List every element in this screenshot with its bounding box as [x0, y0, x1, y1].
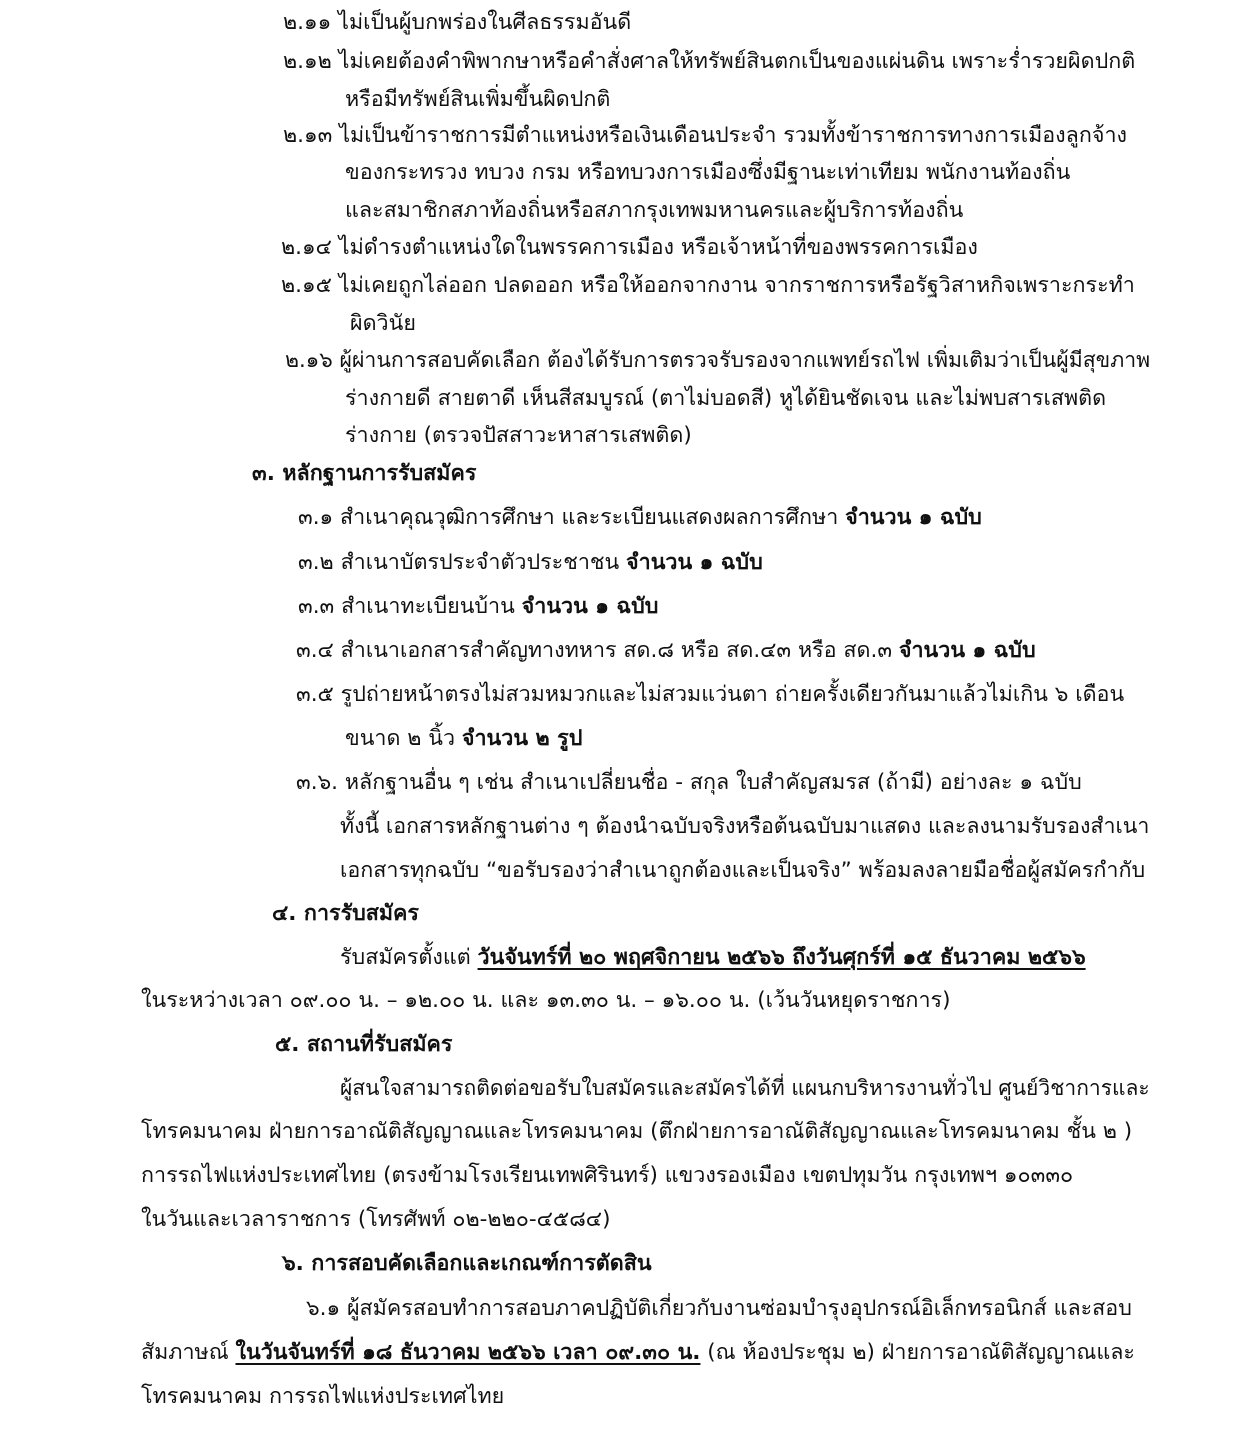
item-3-2-text: สำเนาบัตรประจำตัวประชาชน [340, 550, 620, 575]
item-2-15-line1: ไม่เคยถูกไล่ออก ปลดออก หรือให้ออกจากงาน จากราชการหรือรัฐวิสาหกิจเพราะกระทำ [338, 273, 1135, 298]
section-5-line1: ผู้สนใจสามารถติดต่อขอรับใบสมัครและสมัครได้ที่ แผนกบริหารงานทั่วไป ศูนย์วิชาการและ [340, 1075, 1150, 1100]
item-3-5-quantity: จำนวน ๒ รูป [461, 726, 583, 751]
section-6-exam-date: ในวันจันทร์ที่ ๑๘ ธันวาคม ๒๕๖๖ เวลา ๐๙.๓๐ น. [235, 1340, 701, 1365]
section-5-line3: การรถไฟแห่งประเทศไทย (ตรงข้ามโรงเรียนเทพศิรินทร์) แขวงรองเมือง เขตปทุมวัน กรุงเทพฯ ๑๐๓๓๐ [141, 1163, 1074, 1188]
item-3-5-line2: ขนาด ๒ นิ้ว [345, 726, 456, 751]
item-3-6-number: ๓.๖. [296, 770, 339, 795]
item-3-3-quantity: จำนวน ๑ ฉบับ [521, 594, 659, 619]
item-2-14-text: ไม่ดำรงตำแหน่งใดในพรรคการเมือง หรือเจ้าหน้าที่ของพรรคการเมือง [338, 235, 978, 260]
section-5-line4: ในวันและเวลาราชการ (โทรศัพท์ ๐๒-๒๒๐-๔๕๘๔) [141, 1207, 611, 1232]
section-4-heading: ๔. การรับสมัคร [272, 901, 419, 926]
item-2-16-line1: ผู้ผ่านการสอบคัดเลือก ต้องได้รับการตรวจรับรองจากแพทย์รถไฟ เพิ่มเติมว่าเป็นผู้มีสุขภาพ [339, 348, 1151, 373]
item-2-11-text: ไม่เป็นผู้บกพร่องในศีลธรรมอันดี [338, 10, 632, 35]
item-2-15-line2: ผิดวินัย [350, 311, 416, 336]
item-2-13-line2: ของกระทรวง ทบวง กรม หรือทบวงการเมืองซึ่งมีฐานะเท่าเทียม พนักงานท้องถิ่น [345, 160, 1071, 185]
item-2-16 [285, 346, 1150, 376]
section-3-note-line2: เอกสารทุกฉบับ “ขอรับรองว่าสำเนาถูกต้องและเป็นจริง” พร้อมลงลายมือชื่อผู้สมัครกำกับ [340, 858, 1146, 883]
section-3-heading: ๓. หลักฐานการรับสมัคร [252, 461, 477, 486]
item-3-1-text: สำเนาคุณวุฒิการศึกษา และระเบียนแสดงผลการศึกษา [340, 505, 839, 530]
item-3-2-number: ๓.๒ [298, 550, 334, 575]
item-3-3 [298, 592, 658, 622]
item-2-16-line2: ร่างกายดี สายตาดี เห็นสีสมบูรณ์ (ตาไม่บอดสี) หูได้ยินชัดเจน และไม่พบสารเสพติด [345, 386, 1107, 411]
item-3-4-text: สำเนาเอกสารสำคัญทางทหาร สด.๘ หรือ สด.๔๓ หรือ สด.๓ [340, 638, 899, 663]
section-5-line2: โทรคมนาคม ฝ่ายการอาณัติสัญญาณและโทรคมนาคม (ตึกฝ่ายการอาณัติสัญญาณและโทรคมนาคม ชั้น ๒ ) [141, 1119, 1133, 1144]
item-2-15 [281, 271, 1135, 301]
item-2-12-number: ๒.๑๒ [283, 49, 332, 74]
section-4-period [340, 943, 1086, 973]
item-3-6-text: หลักฐานอื่น ๆ เช่น สำเนาเปลี่ยนชื่อ - สกุล ใบสำคัญสมรส (ถ้ามี) อย่างละ ๑ ฉบับ [344, 770, 1082, 795]
item-3-5-number: ๓.๕ [296, 682, 334, 707]
item-3-3-text: สำเนาทะเบียนบ้าน [341, 594, 515, 619]
item-3-5-line1: รูปถ่ายหน้าตรงไม่สวมหมวกและไม่สวมแว่นตา ถ่ายครั้งเดียวกันมาแล้วไม่เกิน ๖ เดือน [340, 682, 1125, 707]
item-3-5-cont [345, 724, 582, 754]
item-2-15-number: ๒.๑๕ [281, 273, 332, 298]
item-3-2-quantity: จำนวน ๑ ฉบับ [626, 550, 763, 575]
item-2-11-number: ๒.๑๑ [283, 10, 332, 35]
section-5-heading: ๕. สถานที่รับสมัคร [275, 1032, 453, 1057]
item-2-12-line1: ไม่เคยต้องคำพิพากษาหรือคำสั่งศาลให้ทรัพย์สินตกเป็นของแผ่นดิน เพราะร่ำรวยผิดปกติ [338, 49, 1136, 74]
section-4-intro: รับสมัครตั้งแต่ [340, 945, 478, 970]
item-2-14-number: ๒.๑๔ [281, 235, 332, 260]
item-2-13 [283, 121, 1127, 151]
item-3-4 [296, 636, 1036, 666]
section-4-time: ในระหว่างเวลา ๐๙.๐๐ น. – ๑๒.๐๐ น. และ ๑๓.๓๐ น. – ๑๖.๐๐ น. (เว้นวันหยุดราชการ) [141, 988, 951, 1013]
section-6-line2-end: (ณ ห้องประชุม ๒) ฝ่ายการอาณัติสัญญาณและ [700, 1340, 1135, 1365]
item-2-16-number: ๒.๑๖ [285, 348, 333, 373]
item-2-13-number: ๒.๑๓ [283, 123, 333, 148]
item-3-6 [296, 768, 1082, 798]
item-3-3-number: ๓.๓ [298, 594, 335, 619]
item-3-1-quantity: จำนวน ๑ ฉบับ [845, 505, 982, 530]
section-6-line1: ๖.๑ ผู้สมัครสอบทำการสอบภาคปฏิบัติเกี่ยวกับงานซ่อมบำรุงอุปกรณ์อิเล็กทรอนิกส์ และสอบ [306, 1296, 1132, 1321]
section-3-note-line1: ทั้งนี้ เอกสารหลักฐานต่าง ๆ ต้องนำฉบับจริงหรือต้นฉบับมาแสดง และลงนามรับรองสำเนา [340, 814, 1150, 839]
item-3-4-quantity: จำนวน ๑ ฉบับ [898, 638, 1036, 663]
item-2-16-line3: ร่างกาย (ตรวจปัสสาวะหาสารเสพติด) [345, 423, 692, 448]
item-3-1-number: ๓.๑ [298, 505, 334, 530]
section-6-line2 [141, 1338, 1135, 1368]
item-2-12-line2: หรือมีทรัพย์สินเพิ่มขึ้นผิดปกติ [345, 87, 611, 112]
item-3-2 [298, 548, 763, 578]
section-6-heading: ๖. การสอบคัดเลือกและเกณฑ์การตัดสิน [282, 1251, 652, 1276]
item-2-12 [283, 47, 1135, 77]
section-6-line2-start: สัมภาษณ์ [141, 1340, 236, 1365]
item-3-1 [298, 503, 982, 533]
section-6-line3: โทรคมนาคม การรถไฟแห่งประเทศไทย [141, 1384, 505, 1409]
item-3-4-number: ๓.๔ [296, 638, 334, 663]
section-4-dates: วันจันทร์ที่ ๒๐ พฤศจิกายน ๒๕๖๖ ถึงวันศุกร์ที่ ๑๕ ธันวาคม ๒๕๖๖ [477, 945, 1086, 970]
item-2-11 [283, 8, 631, 38]
item-3-5 [296, 680, 1124, 710]
item-2-13-line3: และสมาชิกสภาท้องถิ่นหรือสภากรุงเทพมหานครและผู้บริการท้องถิ่น [345, 198, 964, 223]
item-2-14 [281, 233, 978, 263]
item-2-13-line1: ไม่เป็นข้าราชการมีตำแหน่งหรือเงินเดือนประจำ รวมทั้งข้าราชการทางการเมืองลูกจ้าง [339, 123, 1128, 148]
